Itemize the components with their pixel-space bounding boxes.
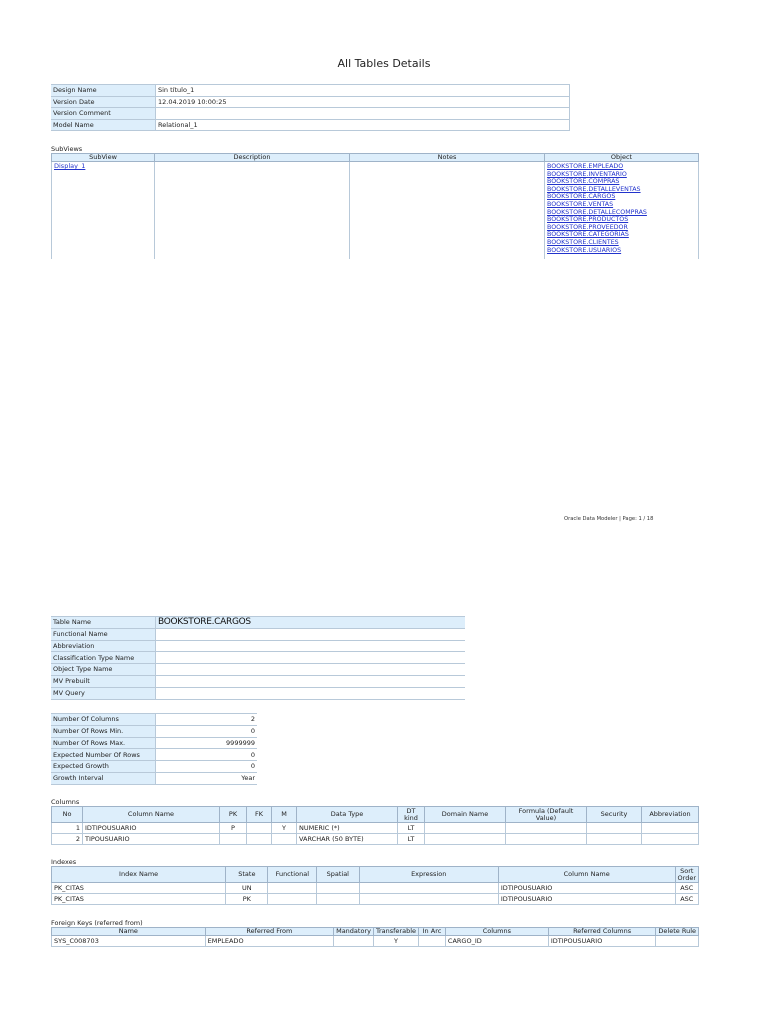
col-formula <box>506 823 587 834</box>
columns-header: PK <box>220 807 247 823</box>
design-row <box>51 85 570 97</box>
object-link[interactable]: BOOKSTORE.DETALLECOMPRAS <box>547 208 647 216</box>
design-value: Relational_1 <box>156 119 570 131</box>
object-link[interactable]: BOOKSTORE.USUARIOS <box>547 246 622 254</box>
fk-name: SYS_C008703 <box>52 936 206 947</box>
object-link[interactable]: BOOKSTORE.DETALLEVENTAS <box>547 185 641 193</box>
index-name: PK_CITAS <box>52 894 226 905</box>
indexes-label: Indexes <box>51 858 77 866</box>
design-info-table <box>51 84 570 131</box>
property-value <box>156 664 466 676</box>
fk-header: Referred Columns <box>548 928 656 936</box>
columns-header: No <box>52 807 83 823</box>
col-domain <box>425 834 506 845</box>
subviews-header: Description <box>155 154 350 162</box>
indexes-header: Expression <box>359 867 498 883</box>
fk-transferable: Y <box>373 936 418 947</box>
col-no: 2 <box>52 834 83 845</box>
columns-header: Security <box>587 807 642 823</box>
design-value: 12.04.2019 10:00:25 <box>156 96 570 108</box>
col-abbr <box>642 834 699 845</box>
property-label: Classification Type Name <box>51 652 156 664</box>
index-expression <box>359 894 498 905</box>
property-label: Functional Name <box>51 628 156 640</box>
indexes-header: Sort Order <box>675 867 698 883</box>
subviews-label: SubViews <box>51 145 83 153</box>
stat-label: Number Of Rows Max. <box>51 737 156 749</box>
col-name: IDTIPOUSUARIO <box>83 823 220 834</box>
col-name: TIPOUSUARIO <box>83 834 220 845</box>
table-properties <box>51 616 465 700</box>
index-spatial <box>317 883 359 894</box>
col-pk: P <box>220 823 247 834</box>
design-value <box>156 108 570 120</box>
property-row <box>51 617 465 629</box>
object-link[interactable]: BOOKSTORE.CLIENTES <box>547 238 619 246</box>
columns-header: M <box>272 807 297 823</box>
stat-value: 0 <box>156 725 258 737</box>
fk-refcols: IDTIPOUSUARIO <box>548 936 656 947</box>
stat-label: Growth Interval <box>51 772 156 784</box>
col-formula <box>506 834 587 845</box>
object-link[interactable]: BOOKSTORE.EMPLEADO <box>547 163 624 170</box>
fk-header: Delete Rule <box>656 928 699 936</box>
property-value <box>156 675 466 687</box>
stat-label: Number Of Columns <box>51 714 156 726</box>
stat-row <box>51 761 257 773</box>
col-fk <box>247 834 272 845</box>
subview-objects <box>545 162 699 260</box>
subviews-header: Notes <box>350 154 545 162</box>
col-pk <box>220 834 247 845</box>
property-row <box>51 628 465 640</box>
design-row <box>51 96 570 108</box>
page-title: All Tables Details <box>337 57 431 70</box>
fk-mandatory <box>334 936 374 947</box>
subview-notes <box>350 162 545 260</box>
stat-row <box>51 749 257 761</box>
index-name: PK_CITAS <box>52 883 226 894</box>
index-state: PK <box>226 894 268 905</box>
property-row <box>51 652 465 664</box>
stat-row <box>51 737 257 749</box>
table-name-value: BOOKSTORE.CARGOS <box>156 617 466 629</box>
table-row <box>52 894 699 905</box>
col-security <box>587 834 642 845</box>
indexes-table <box>51 866 699 905</box>
col-m <box>272 834 297 845</box>
property-label: MV Prebuilt <box>51 675 156 687</box>
columns-header: Abbreviation <box>642 807 699 823</box>
object-link[interactable]: BOOKSTORE.VENTAS <box>547 200 614 208</box>
fk-header: Mandatory <box>334 928 374 936</box>
subview-link[interactable]: Display_1 <box>54 162 86 170</box>
columns-header: Column Name <box>83 807 220 823</box>
fk-label: Foreign Keys (referred from) <box>51 919 143 927</box>
stat-value: 0 <box>156 761 258 773</box>
col-fk <box>247 823 272 834</box>
design-row <box>51 108 570 120</box>
index-column: IDTIPOUSUARIO <box>498 883 675 894</box>
col-no: 1 <box>52 823 83 834</box>
property-label: MV Query <box>51 687 156 699</box>
col-type: VARCHAR (50 BYTE) <box>297 834 398 845</box>
indexes-header: Index Name <box>52 867 226 883</box>
col-abbr <box>642 823 699 834</box>
stat-row <box>51 714 257 726</box>
fk-from: EMPLEADO <box>205 936 333 947</box>
col-dtkind: LT <box>398 834 425 845</box>
stat-label: Number Of Rows Min. <box>51 725 156 737</box>
columns-label: Columns <box>51 798 80 806</box>
index-functional <box>268 883 317 894</box>
columns-header: DT kind <box>398 807 425 823</box>
foreign-keys-table <box>51 927 699 947</box>
index-state: UN <box>226 883 268 894</box>
stat-value: 2 <box>156 714 258 726</box>
property-value <box>156 652 466 664</box>
table-row <box>52 936 699 947</box>
col-dtkind: LT <box>398 823 425 834</box>
property-label: Object Type Name <box>51 664 156 676</box>
property-row <box>51 640 465 652</box>
property-row <box>51 687 465 699</box>
subviews-header: Object <box>545 154 699 162</box>
property-value <box>156 687 466 699</box>
fk-columns: CARGO_ID <box>445 936 548 947</box>
object-link[interactable]: BOOKSTORE.PRODUCTOS <box>547 216 629 224</box>
columns-table <box>51 806 699 845</box>
table-row <box>52 823 699 834</box>
stat-label: Expected Growth <box>51 761 156 773</box>
fk-rule <box>656 936 699 947</box>
fk-header: Name <box>52 928 206 936</box>
columns-header: Domain Name <box>425 807 506 823</box>
property-label: Table Name <box>51 617 156 629</box>
stat-row <box>51 772 257 784</box>
stat-value: 0 <box>156 749 258 761</box>
subview-description <box>155 162 350 260</box>
table-row <box>52 834 699 845</box>
index-sort: ASC <box>675 883 698 894</box>
property-row <box>51 664 465 676</box>
col-type: NUMERIC (*) <box>297 823 398 834</box>
subview-cell <box>52 162 155 260</box>
indexes-header: Functional <box>268 867 317 883</box>
design-label: Design Name <box>51 85 156 97</box>
property-value <box>156 640 466 652</box>
object-link[interactable]: BOOKSTORE.CATEGORIAS <box>547 231 629 239</box>
columns-header: Formula (Default Value) <box>506 807 587 823</box>
subviews-header: SubView <box>52 154 155 162</box>
fk-header: Transferable <box>373 928 418 936</box>
indexes-header: Column Name <box>498 867 675 883</box>
indexes-header: Spatial <box>317 867 359 883</box>
col-domain <box>425 823 506 834</box>
index-functional <box>268 894 317 905</box>
stat-value: 9999999 <box>156 737 258 749</box>
object-link[interactable]: BOOKSTORE.CARGOS <box>547 193 616 201</box>
fk-header: Referred From <box>205 928 333 936</box>
fk-header: In Arc <box>419 928 446 936</box>
property-value <box>156 628 466 640</box>
stat-label: Expected Number Of Rows <box>51 749 156 761</box>
property-label: Abbreviation <box>51 640 156 652</box>
table-row <box>52 883 699 894</box>
object-link[interactable]: BOOKSTORE.INVENTARIO <box>547 170 627 178</box>
col-m: Y <box>272 823 297 834</box>
object-link[interactable]: BOOKSTORE.COMPRAS <box>547 178 620 186</box>
design-value: Sin título_1 <box>156 85 570 97</box>
stat-row <box>51 725 257 737</box>
columns-header: FK <box>247 807 272 823</box>
index-column: IDTIPOUSUARIO <box>498 894 675 905</box>
index-sort: ASC <box>675 894 698 905</box>
columns-header: Data Type <box>297 807 398 823</box>
index-expression <box>359 883 498 894</box>
fk-inarc <box>419 936 446 947</box>
design-label: Model Name <box>51 119 156 131</box>
fk-header: Columns <box>445 928 548 936</box>
property-row <box>51 675 465 687</box>
col-security <box>587 823 642 834</box>
stat-value: Year <box>156 772 258 784</box>
object-link[interactable]: BOOKSTORE.PROVEEDOR <box>547 223 628 231</box>
table-stats <box>51 713 257 785</box>
page-footer: Oracle Data Modeler | Page: 1 / 18 <box>564 516 654 522</box>
indexes-header: State <box>226 867 268 883</box>
index-spatial <box>317 894 359 905</box>
design-label: Version Date <box>51 96 156 108</box>
design-row <box>51 119 570 131</box>
subviews-table <box>51 153 699 259</box>
design-label: Version Comment <box>51 108 156 120</box>
